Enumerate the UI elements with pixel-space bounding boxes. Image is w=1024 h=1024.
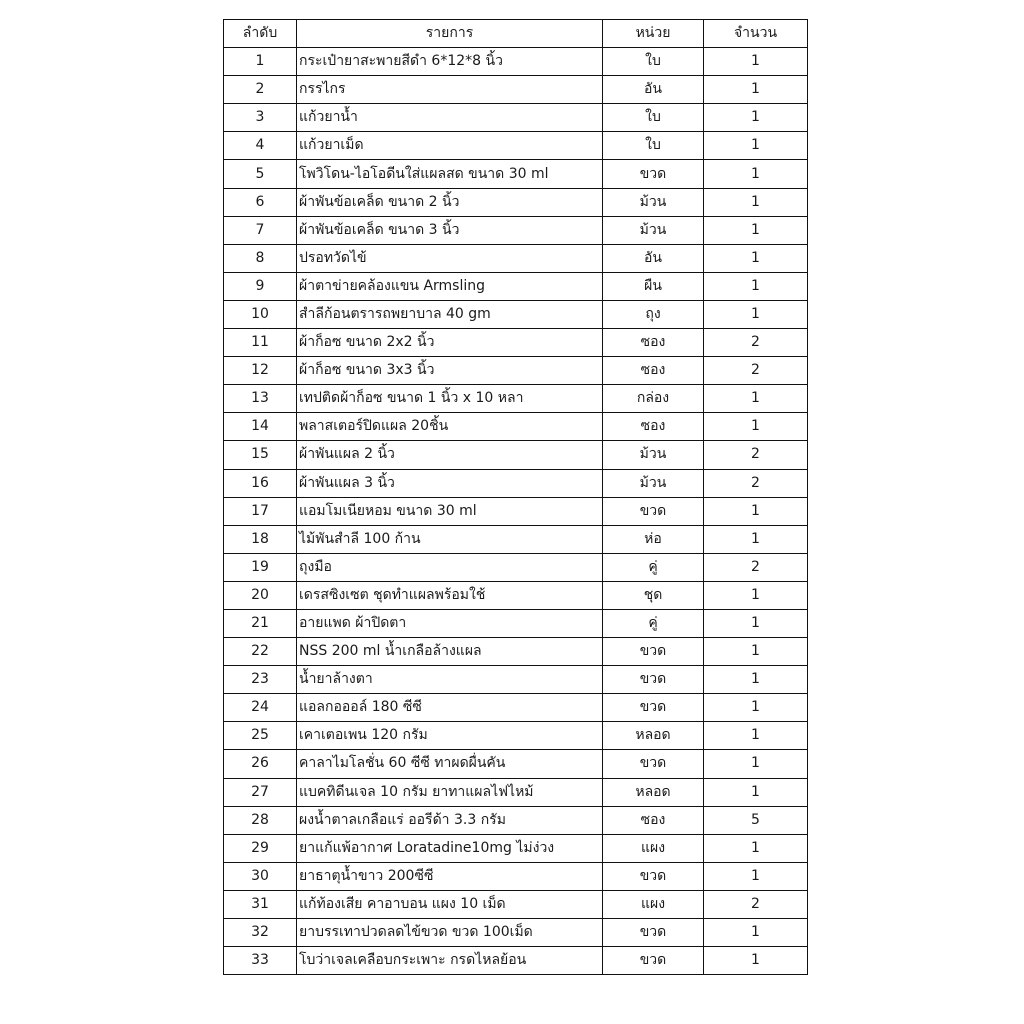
table-row bbox=[224, 357, 808, 385]
cell-item: ผ้าพันแผล 2 นิ้ว bbox=[297, 441, 603, 469]
cell-unit: ผืน bbox=[603, 272, 704, 300]
column-header-qty: จำนวน bbox=[704, 20, 808, 48]
table-row bbox=[224, 413, 808, 441]
table-row bbox=[224, 834, 808, 862]
cell-item: เทปติดผ้าก็อซ ขนาด 1 นิ้ว x 10 หลา bbox=[297, 385, 603, 413]
cell-no: 32 bbox=[224, 919, 297, 947]
cell-qty: 1 bbox=[704, 188, 808, 216]
cell-unit: ห่อ bbox=[603, 525, 704, 553]
table-row bbox=[224, 609, 808, 637]
cell-qty: 1 bbox=[704, 947, 808, 975]
cell-unit: ใบ bbox=[603, 104, 704, 132]
cell-qty: 2 bbox=[704, 469, 808, 497]
table-row bbox=[224, 48, 808, 76]
cell-qty: 1 bbox=[704, 104, 808, 132]
cell-item: เคาเตอเพน 120 กรัม bbox=[297, 722, 603, 750]
cell-no: 4 bbox=[224, 132, 297, 160]
cell-item: ยาธาตุน้ำขาว 200ซีซี bbox=[297, 862, 603, 890]
cell-qty: 1 bbox=[704, 722, 808, 750]
cell-no: 21 bbox=[224, 609, 297, 637]
table-row bbox=[224, 104, 808, 132]
cell-item: ยาแก้แพ้อากาศ Loratadine10mg ไม่ง่วง bbox=[297, 834, 603, 862]
cell-qty: 1 bbox=[704, 750, 808, 778]
cell-no: 18 bbox=[224, 525, 297, 553]
cell-unit: ขวด bbox=[603, 160, 704, 188]
supply-list-table bbox=[223, 19, 808, 975]
cell-item: โพวิโดน-ไอโอดีนใส่แผลสด ขนาด 30 ml bbox=[297, 160, 603, 188]
cell-unit: ขวด bbox=[603, 666, 704, 694]
cell-unit: ม้วน bbox=[603, 188, 704, 216]
cell-unit: ซอง bbox=[603, 806, 704, 834]
table-row bbox=[224, 329, 808, 357]
cell-no: 10 bbox=[224, 300, 297, 328]
cell-no: 2 bbox=[224, 76, 297, 104]
cell-no: 22 bbox=[224, 638, 297, 666]
cell-item: NSS 200 ml น้ำเกลือล้างแผล bbox=[297, 638, 603, 666]
table-row bbox=[224, 469, 808, 497]
cell-item: เดรสซิงเซต ชุดทำแผลพร้อมใช้ bbox=[297, 581, 603, 609]
cell-no: 29 bbox=[224, 834, 297, 862]
cell-qty: 5 bbox=[704, 806, 808, 834]
table-row bbox=[224, 919, 808, 947]
cell-item: ผ้าพันข้อเคล็ด ขนาด 2 นิ้ว bbox=[297, 188, 603, 216]
table-row bbox=[224, 947, 808, 975]
cell-no: 13 bbox=[224, 385, 297, 413]
table-row bbox=[224, 272, 808, 300]
table-row bbox=[224, 132, 808, 160]
cell-qty: 1 bbox=[704, 834, 808, 862]
cell-qty: 1 bbox=[704, 778, 808, 806]
cell-qty: 1 bbox=[704, 244, 808, 272]
cell-item: ผ้าก็อซ ขนาด 2x2 นิ้ว bbox=[297, 329, 603, 357]
cell-item: แอมโมเนียหอม ขนาด 30 ml bbox=[297, 497, 603, 525]
cell-item: กระเป๋ายาสะพายสีดำ 6*12*8 นิ้ว bbox=[297, 48, 603, 76]
cell-qty: 1 bbox=[704, 160, 808, 188]
column-header-unit: หน่วย bbox=[603, 20, 704, 48]
cell-item: พลาสเตอร์ปิดแผล 20ชิ้น bbox=[297, 413, 603, 441]
cell-unit: อัน bbox=[603, 76, 704, 104]
cell-unit: อัน bbox=[603, 244, 704, 272]
table-row bbox=[224, 188, 808, 216]
table-row bbox=[224, 806, 808, 834]
cell-qty: 1 bbox=[704, 272, 808, 300]
table-header bbox=[224, 20, 808, 48]
cell-qty: 1 bbox=[704, 694, 808, 722]
cell-no: 15 bbox=[224, 441, 297, 469]
cell-no: 19 bbox=[224, 553, 297, 581]
cell-qty: 2 bbox=[704, 890, 808, 918]
cell-qty: 1 bbox=[704, 666, 808, 694]
cell-item: แก้วยาเม็ด bbox=[297, 132, 603, 160]
cell-qty: 1 bbox=[704, 525, 808, 553]
cell-qty: 1 bbox=[704, 497, 808, 525]
cell-unit: ชุด bbox=[603, 581, 704, 609]
table-row bbox=[224, 553, 808, 581]
cell-unit: ใบ bbox=[603, 132, 704, 160]
cell-unit: ใบ bbox=[603, 48, 704, 76]
cell-item: อายแพด ผ้าปิดตา bbox=[297, 609, 603, 637]
cell-qty: 1 bbox=[704, 862, 808, 890]
cell-no: 23 bbox=[224, 666, 297, 694]
table-row bbox=[224, 216, 808, 244]
cell-unit: ขวด bbox=[603, 750, 704, 778]
cell-qty: 1 bbox=[704, 581, 808, 609]
table-row bbox=[224, 890, 808, 918]
cell-unit: คู่ bbox=[603, 609, 704, 637]
cell-unit: คู่ bbox=[603, 553, 704, 581]
table-row bbox=[224, 300, 808, 328]
table-row bbox=[224, 160, 808, 188]
table-row bbox=[224, 750, 808, 778]
cell-unit: ขวด bbox=[603, 694, 704, 722]
table-row bbox=[224, 581, 808, 609]
cell-unit: ขวด bbox=[603, 638, 704, 666]
cell-qty: 2 bbox=[704, 329, 808, 357]
cell-item: โบว่าเจลเคลือบกระเพาะ กรดไหลย้อน bbox=[297, 947, 603, 975]
cell-item: น้ำยาล้างตา bbox=[297, 666, 603, 694]
cell-unit: ขวด bbox=[603, 497, 704, 525]
cell-unit: ขวด bbox=[603, 919, 704, 947]
cell-unit: ม้วน bbox=[603, 216, 704, 244]
cell-item: ถุงมือ bbox=[297, 553, 603, 581]
cell-no: 24 bbox=[224, 694, 297, 722]
cell-no: 11 bbox=[224, 329, 297, 357]
cell-no: 20 bbox=[224, 581, 297, 609]
cell-no: 12 bbox=[224, 357, 297, 385]
cell-no: 31 bbox=[224, 890, 297, 918]
cell-unit: ม้วน bbox=[603, 469, 704, 497]
cell-qty: 1 bbox=[704, 413, 808, 441]
cell-unit: หลอด bbox=[603, 778, 704, 806]
cell-unit: ถุง bbox=[603, 300, 704, 328]
cell-no: 30 bbox=[224, 862, 297, 890]
cell-no: 17 bbox=[224, 497, 297, 525]
cell-unit: ขวด bbox=[603, 862, 704, 890]
cell-item: แก้วยาน้ำ bbox=[297, 104, 603, 132]
table-row bbox=[224, 76, 808, 104]
table-row bbox=[224, 497, 808, 525]
cell-unit: ขวด bbox=[603, 947, 704, 975]
cell-item: คาลาไมโลชั่น 60 ซีซี ทาผดผื่นคัน bbox=[297, 750, 603, 778]
table-body bbox=[224, 48, 808, 975]
cell-unit: ซอง bbox=[603, 357, 704, 385]
cell-item: กรรไกร bbox=[297, 76, 603, 104]
cell-no: 6 bbox=[224, 188, 297, 216]
cell-qty: 1 bbox=[704, 919, 808, 947]
cell-qty: 2 bbox=[704, 553, 808, 581]
cell-item: สำลีก้อนตรารถพยาบาล 40 gm bbox=[297, 300, 603, 328]
cell-qty: 1 bbox=[704, 48, 808, 76]
cell-no: 7 bbox=[224, 216, 297, 244]
cell-item: ผ้าก็อซ ขนาด 3x3 นิ้ว bbox=[297, 357, 603, 385]
cell-no: 8 bbox=[224, 244, 297, 272]
column-header-no: ลำดับ bbox=[224, 20, 297, 48]
table-row bbox=[224, 862, 808, 890]
cell-unit: หลอด bbox=[603, 722, 704, 750]
cell-qty: 1 bbox=[704, 300, 808, 328]
cell-unit: แผง bbox=[603, 890, 704, 918]
cell-item: แก้ท้องเสีย คาอาบอน แผง 10 เม็ด bbox=[297, 890, 603, 918]
cell-item: ผ้าตาข่ายคล้องแขน Armsling bbox=[297, 272, 603, 300]
cell-qty: 1 bbox=[704, 638, 808, 666]
cell-item: ผ้าพันแผล 3 นิ้ว bbox=[297, 469, 603, 497]
cell-item: แบคทิดีนเจล 10 กรัม ยาทาแผลไฟไหม้ bbox=[297, 778, 603, 806]
cell-item: แอลกอออล์ 180 ซีซี bbox=[297, 694, 603, 722]
cell-item: ปรอทวัดไข้ bbox=[297, 244, 603, 272]
cell-item: ผงน้ำตาลเกลือแร่ ออรีด้า 3.3 กรัม bbox=[297, 806, 603, 834]
table-row bbox=[224, 694, 808, 722]
table-row bbox=[224, 638, 808, 666]
cell-qty: 2 bbox=[704, 441, 808, 469]
cell-qty: 1 bbox=[704, 216, 808, 244]
cell-unit: แผง bbox=[603, 834, 704, 862]
cell-unit: ซอง bbox=[603, 413, 704, 441]
table-row bbox=[224, 778, 808, 806]
cell-unit: ซอง bbox=[603, 329, 704, 357]
cell-no: 1 bbox=[224, 48, 297, 76]
cell-item: ผ้าพันข้อเคล็ด ขนาด 3 นิ้ว bbox=[297, 216, 603, 244]
table-row bbox=[224, 525, 808, 553]
cell-no: 5 bbox=[224, 160, 297, 188]
header-row bbox=[224, 20, 808, 48]
column-header-item: รายการ bbox=[297, 20, 603, 48]
cell-qty: 2 bbox=[704, 357, 808, 385]
cell-no: 26 bbox=[224, 750, 297, 778]
cell-item: ยาบรรเทาปวดลดไข้ขวด ขวด 100เม็ด bbox=[297, 919, 603, 947]
table-row bbox=[224, 244, 808, 272]
table-row bbox=[224, 441, 808, 469]
cell-no: 16 bbox=[224, 469, 297, 497]
cell-qty: 1 bbox=[704, 385, 808, 413]
cell-no: 14 bbox=[224, 413, 297, 441]
cell-no: 25 bbox=[224, 722, 297, 750]
cell-qty: 1 bbox=[704, 609, 808, 637]
cell-qty: 1 bbox=[704, 132, 808, 160]
table-row bbox=[224, 722, 808, 750]
cell-no: 3 bbox=[224, 104, 297, 132]
cell-no: 33 bbox=[224, 947, 297, 975]
cell-no: 28 bbox=[224, 806, 297, 834]
table-row bbox=[224, 385, 808, 413]
cell-no: 27 bbox=[224, 778, 297, 806]
cell-item: ไม้พันสำลี 100 ก้าน bbox=[297, 525, 603, 553]
cell-no: 9 bbox=[224, 272, 297, 300]
cell-unit: กล่อง bbox=[603, 385, 704, 413]
cell-qty: 1 bbox=[704, 76, 808, 104]
table-row bbox=[224, 666, 808, 694]
cell-unit: ม้วน bbox=[603, 441, 704, 469]
